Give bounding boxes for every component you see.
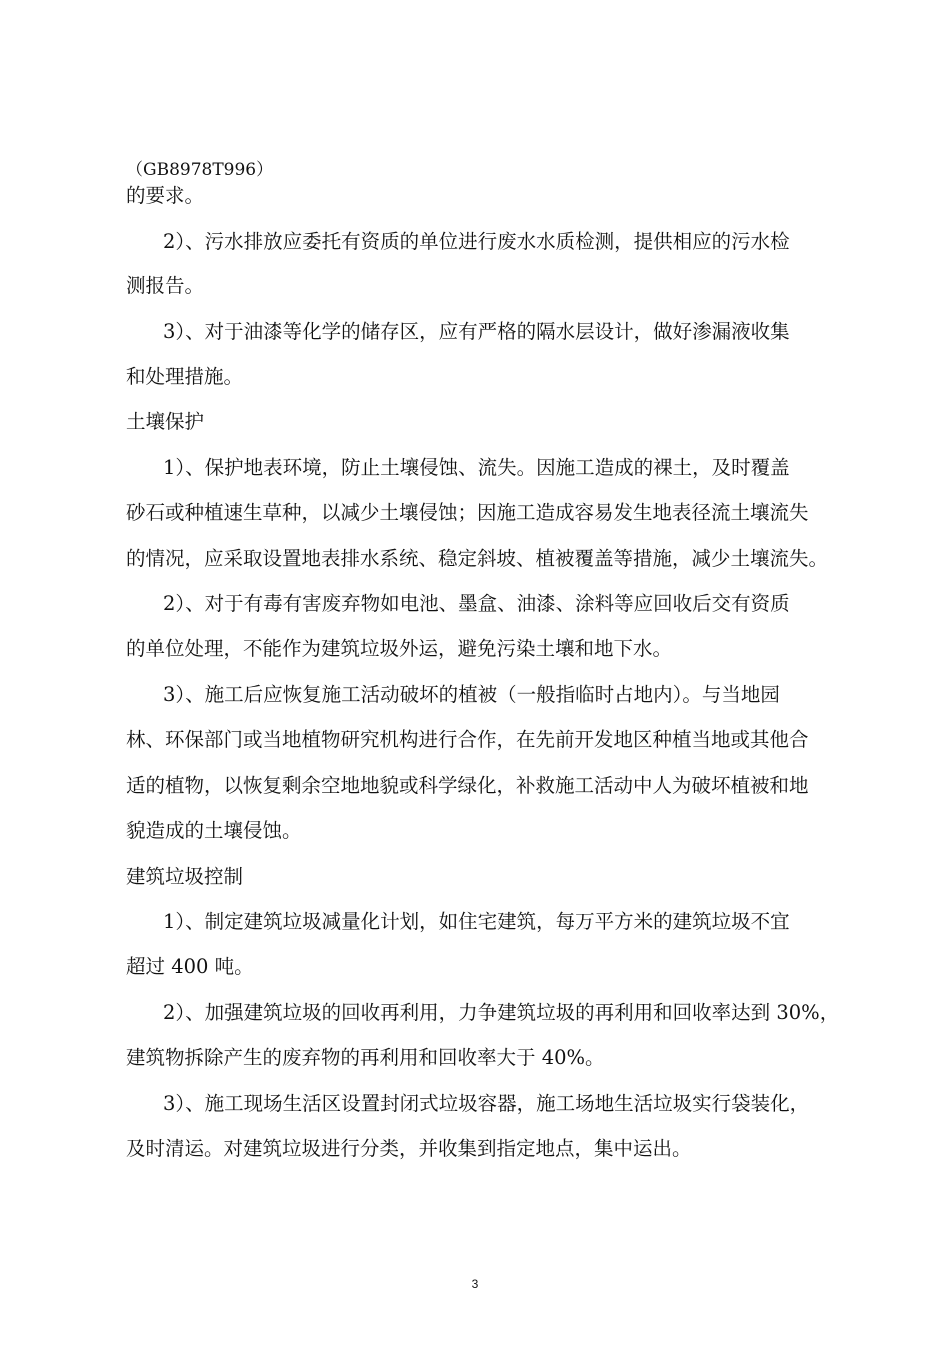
paragraph-line: 2）、对于有毒有害废弃物如电池、墨盒、油漆、涂料等应回收后交有资质 [163, 592, 790, 615]
section-heading-soil: 土壤保护 [126, 410, 205, 433]
paragraph-line: 1）、保护地表环境，防止土壤侵蚀、流失。因施工造成的裸土，及时覆盖 [163, 456, 790, 479]
paragraph-line: 的单位处理，不能作为建筑垃圾外运，避免污染土壤和地下水。 [126, 637, 673, 660]
page-number: 3 [471, 1277, 479, 1291]
section-heading-construction-waste: 建筑垃圾控制 [126, 865, 244, 888]
paragraph-line: 砂石或种植速生草种，以减少土壤侵蚀；因施工造成容易发生地表径流土壤流失 [126, 501, 809, 524]
paragraph-line: 3）、施工现场生活区设置封闭式垃圾容器，施工场地生活垃圾实行袋装化， [163, 1092, 810, 1115]
paragraph-line: 2）、加强建筑垃圾的回收再利用，力争建筑垃圾的再利用和回收率达到 30%， [163, 1001, 840, 1024]
paragraph-line: 测报告。 [126, 274, 205, 297]
paragraph-line: 及时清运。对建筑垃圾进行分类，并收集到指定地点，集中运出。 [126, 1137, 692, 1160]
paragraph-line: 的情况，应采取设置地表排水系统、稳定斜坡、植被覆盖等措施，减少土壤流失。 [126, 547, 829, 570]
paragraph-line: 的要求。 [126, 184, 205, 207]
paragraph-line: 1）、制定建筑垃圾减量化计划，如住宅建筑，每万平方米的建筑垃圾不宜 [163, 910, 790, 933]
paragraph-line: 貌造成的土壤侵蚀。 [126, 819, 302, 842]
paragraph-line: 建筑物拆除产生的废弃物的再利用和回收率大于 40%。 [126, 1046, 605, 1069]
standard-reference: （GB8978T996） [126, 160, 274, 180]
paragraph-line: 超过 400 吨。 [126, 955, 254, 978]
paragraph-line: 3）、施工后应恢复施工活动破坏的植被（一般指临时占地内）。与当地园 [163, 683, 780, 706]
paragraph-line: 林、环保部门或当地植物研究机构进行合作，在先前开发地区种植当地或其他合 [126, 728, 809, 751]
paragraph-line: 3）、对于油漆等化学的储存区，应有严格的隔水层设计，做好渗漏液收集 [163, 320, 790, 343]
paragraph-line: 适的植物，以恢复剩余空地地貌或科学绿化，补救施工活动中人为破坏植被和地 [126, 774, 809, 797]
paragraph-line: 2）、污水排放应委托有资质的单位进行废水水质检测，提供相应的污水检 [163, 230, 790, 253]
paragraph-line: 和处理措施。 [126, 365, 244, 388]
